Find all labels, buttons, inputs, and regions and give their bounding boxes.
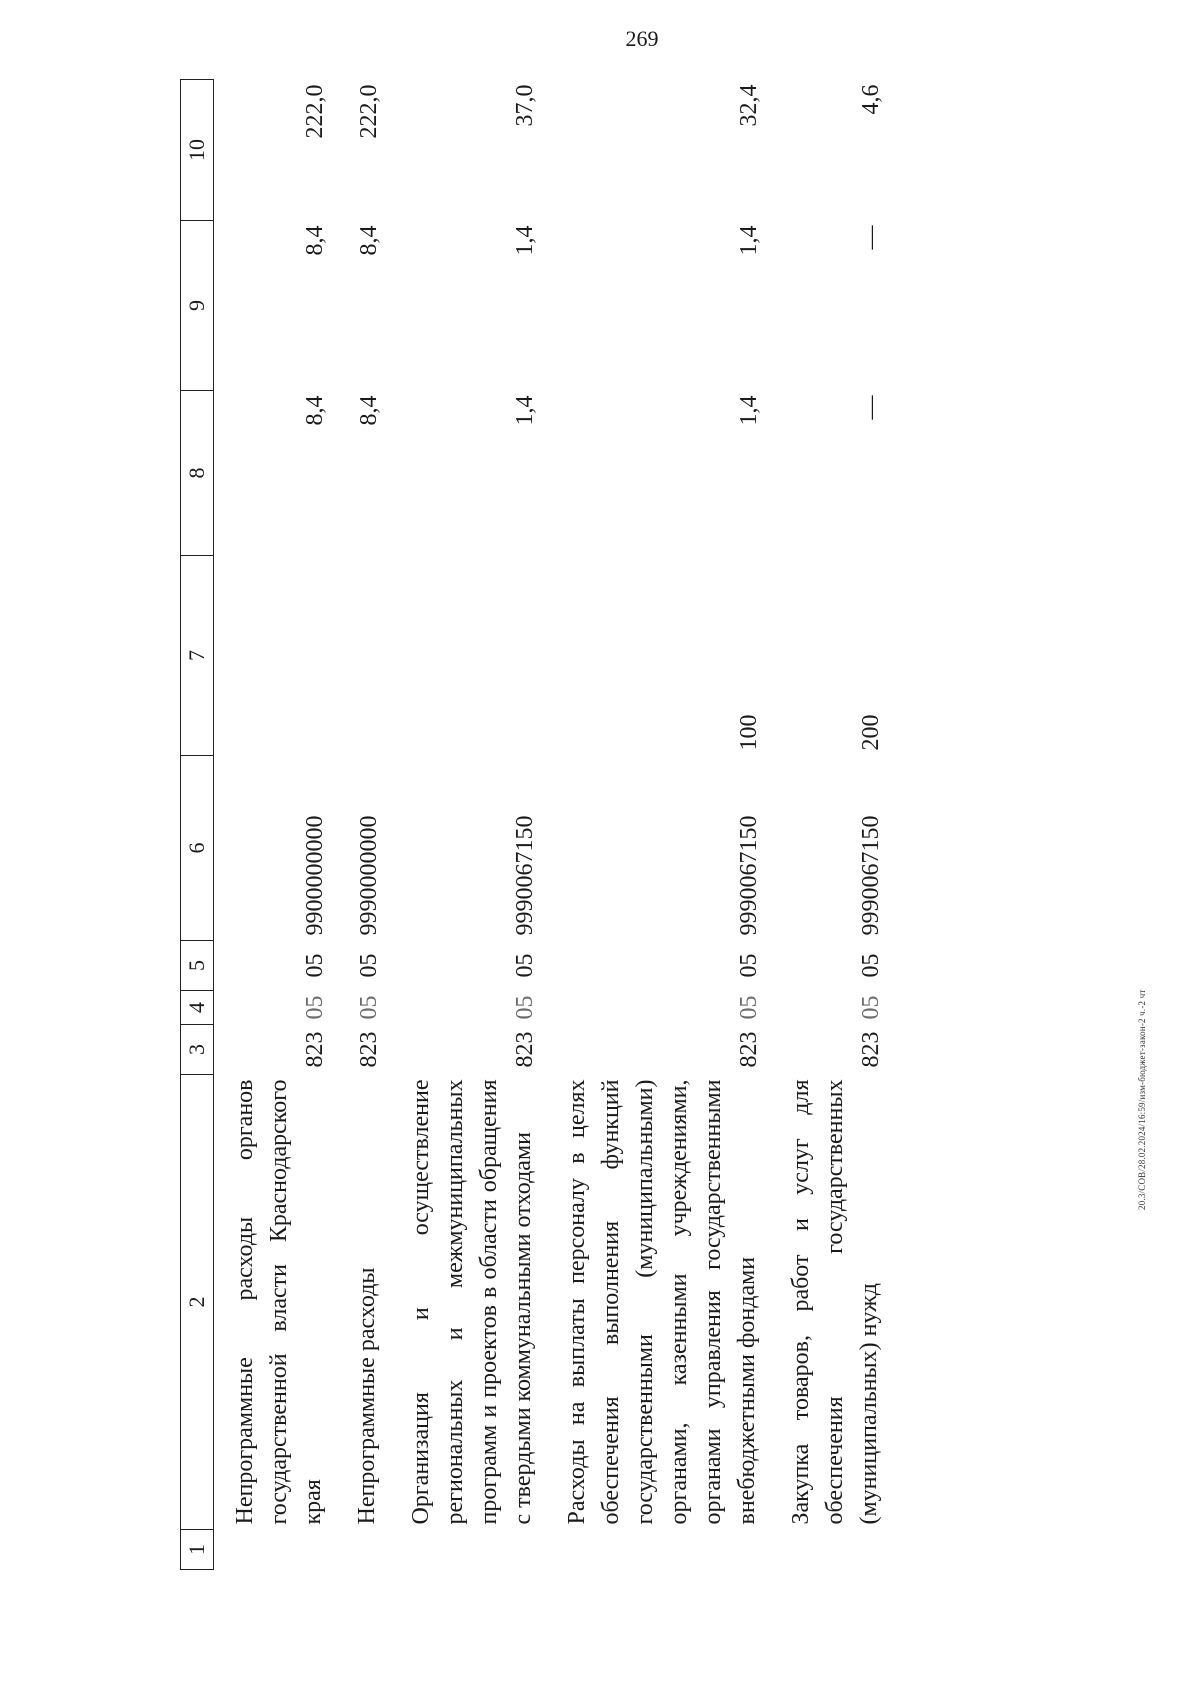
cell-section: 05 xyxy=(302,995,328,1020)
cell-subsection: 05 xyxy=(736,953,762,978)
cell-description: Непрограммные расходы xyxy=(354,1267,380,1525)
page-number: 269 xyxy=(625,26,659,51)
cell-expense-type: 100 xyxy=(736,714,762,751)
cell-section: 05 xyxy=(512,995,538,1020)
table-header-row xyxy=(181,80,214,1570)
budget-table xyxy=(180,79,892,1570)
cell-expense-type xyxy=(390,556,546,756)
cell-number xyxy=(336,1530,390,1570)
cell-number xyxy=(546,1530,770,1570)
cell-section: 05 xyxy=(736,995,762,1020)
header-cell-6: 6 xyxy=(181,756,214,941)
table-row xyxy=(770,80,892,1570)
cell-target-article: 9990067150 xyxy=(858,815,884,936)
cell-subsection: 05 xyxy=(302,953,328,978)
cell-amount-9: 1,4 xyxy=(512,225,538,256)
cell-amount-8: 1,4 xyxy=(512,395,538,426)
cell-amount-10: 32,4 xyxy=(736,84,762,127)
header-cell-8: 8 xyxy=(181,391,214,556)
cell-amount-9: 8,4 xyxy=(356,225,382,256)
cell-amount-10: 4,6 xyxy=(858,84,884,115)
table-row xyxy=(546,80,770,1570)
cell-subsection: 05 xyxy=(512,953,538,978)
cell-expense-type xyxy=(214,556,337,756)
cell-description: Закупка товаров, работ и услуг для обеспечения государственных (муниципальных) нужд xyxy=(788,1079,882,1525)
cell-ministry-code: 823 xyxy=(858,1031,884,1068)
cell-expense-type xyxy=(336,556,390,756)
cell-description: Непрограммные расходы органов государственной власти Краснодарского края xyxy=(232,1079,326,1525)
header-cell-7: 7 xyxy=(181,556,214,756)
cell-description: Организация и осуществление региональных и межмуниципальных программ и проектов в области обращения с твердыми коммунальными отходами xyxy=(408,1079,536,1525)
header-cell-10: 10 xyxy=(181,80,214,221)
header-cell-9: 9 xyxy=(181,221,214,391)
cell-target-article: 9900000000 xyxy=(302,815,328,936)
table-row xyxy=(390,80,546,1570)
header-cell-1: 1 xyxy=(181,1530,214,1570)
header-cell-4: 4 xyxy=(181,991,214,1025)
cell-amount-10: 222,0 xyxy=(356,84,382,139)
header-cell-2: 2 xyxy=(181,1075,214,1530)
table-row xyxy=(214,80,337,1570)
cell-ministry-code: 823 xyxy=(302,1031,328,1068)
cell-subsection: 05 xyxy=(858,953,884,978)
cell-target-article: 9990067150 xyxy=(512,815,538,936)
cell-section: 05 xyxy=(858,995,884,1020)
table-rotated-container xyxy=(180,80,1050,1570)
cell-expense-type: 200 xyxy=(858,714,884,751)
cell-section: 05 xyxy=(356,995,382,1020)
cell-amount-8: 8,4 xyxy=(302,395,328,426)
footer-code: 20.3/СОВ/28.02.2024/16:59/изм-бюджет-закон-2 ч.-2 чт xyxy=(1137,989,1147,1210)
cell-number xyxy=(390,1530,546,1570)
cell-amount-8: 1,4 xyxy=(736,395,762,426)
cell-ministry-code: 823 xyxy=(736,1031,762,1068)
table-row xyxy=(336,80,390,1570)
cell-ministry-code: 823 xyxy=(356,1031,382,1068)
cell-description: Расходы на выплаты персоналу в целях обеспечения выполнения функций государственными (муниципальными) органами, казенными учреждениями, органами управления государственными внебюджетными фондами xyxy=(564,1079,760,1525)
cell-amount-10: 222,0 xyxy=(302,84,328,139)
cell-target-article: 9990067150 xyxy=(736,815,762,936)
cell-amount-8: 8,4 xyxy=(356,395,382,426)
cell-amount-9: — xyxy=(858,225,884,250)
cell-amount-9: 8,4 xyxy=(302,225,328,256)
cell-amount-8: — xyxy=(858,395,884,420)
cell-number xyxy=(770,1530,892,1570)
cell-ministry-code: 823 xyxy=(512,1031,538,1068)
cell-subsection: 05 xyxy=(356,953,382,978)
header-cell-5: 5 xyxy=(181,941,214,991)
cell-number xyxy=(214,1530,337,1570)
header-cell-3: 3 xyxy=(181,1025,214,1075)
cell-target-article: 9990000000 xyxy=(356,815,382,936)
cell-amount-10: 37,0 xyxy=(512,84,538,127)
cell-amount-9: 1,4 xyxy=(736,225,762,256)
